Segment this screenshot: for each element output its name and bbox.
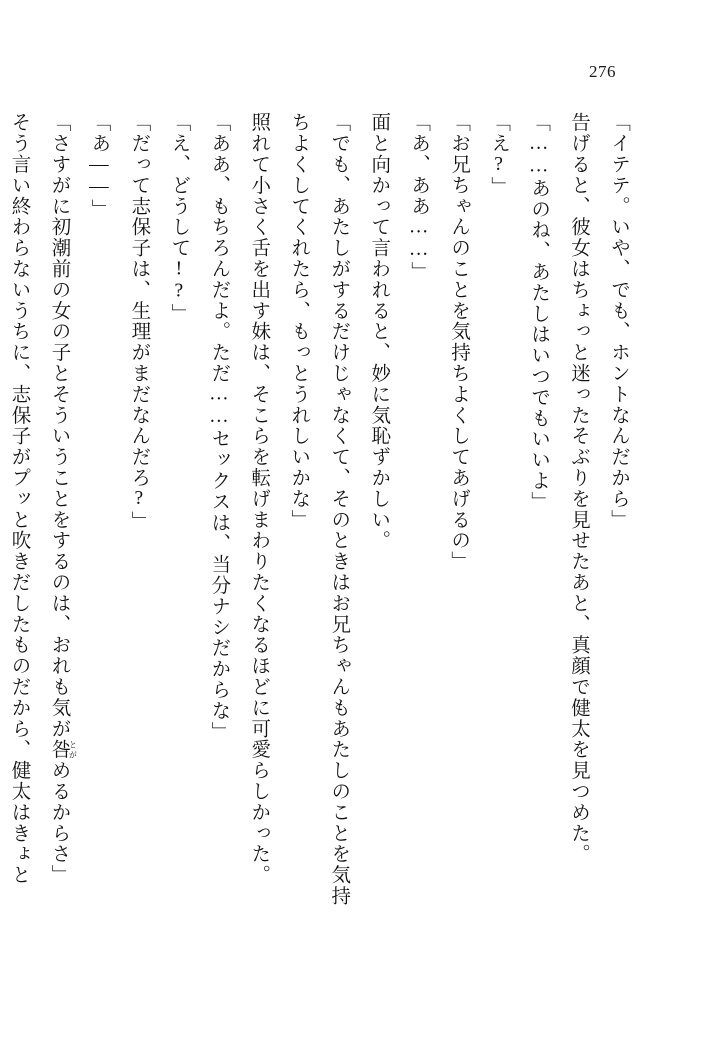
paragraph: 「え?」 (488, 112, 510, 198)
paragraph: 「え、どうして!?」 (168, 112, 190, 324)
paragraph: 告げると、彼女はちょっと迷ったそぶりを見せたあと、真顔で健太を見つめた。 (568, 112, 590, 865)
paragraph-with-ruby: 「さすがに初潮前の女の子とそういうことをするのは、おれも気が咎 とがめるからさ」 (48, 112, 78, 886)
paragraph: 「あ――」 (88, 112, 110, 220)
paragraph: 「でも、あたしがするだけじゃなくて、そのときはお兄ちゃんもあたしのことを気持 (328, 112, 350, 907)
paragraph: 照れて小さく舌を出す妹は、そこらを転げまわりたくなるほどに可愛らしかった。 (248, 112, 270, 886)
paragraph: 面と向かって言われると、妙に気恥ずかしい。 (368, 112, 390, 551)
body-text (8, 112, 638, 947)
paragraph: 「イテテ。いや、でも、ホントなんだから」 (608, 112, 629, 530)
ruby-annotation: 咎 とが (48, 739, 78, 760)
paragraph: 「あ、ああ……」 (408, 112, 430, 283)
paragraph: そう言い終わらないうちに、志保子がプッと吹きだしたものだから、健太はきょと (8, 112, 30, 886)
paragraph: 「……あのね、あたしはいつでもいいよ」 (528, 112, 550, 513)
paragraph: ちよくしてくれたら、もっとうれしいかな」 (288, 112, 310, 530)
paragraph: 「ああ、もちろんだよ。ただ……セックスは、当分ナシだからな」 (208, 112, 230, 742)
paragraph: 「お兄ちゃんのことを気持ちよくしてあげるの」 (448, 112, 470, 572)
paragraph: 「だって志保子は、生理がまだなんだろ?」 (128, 112, 150, 532)
page-number: 276 (589, 62, 616, 81)
